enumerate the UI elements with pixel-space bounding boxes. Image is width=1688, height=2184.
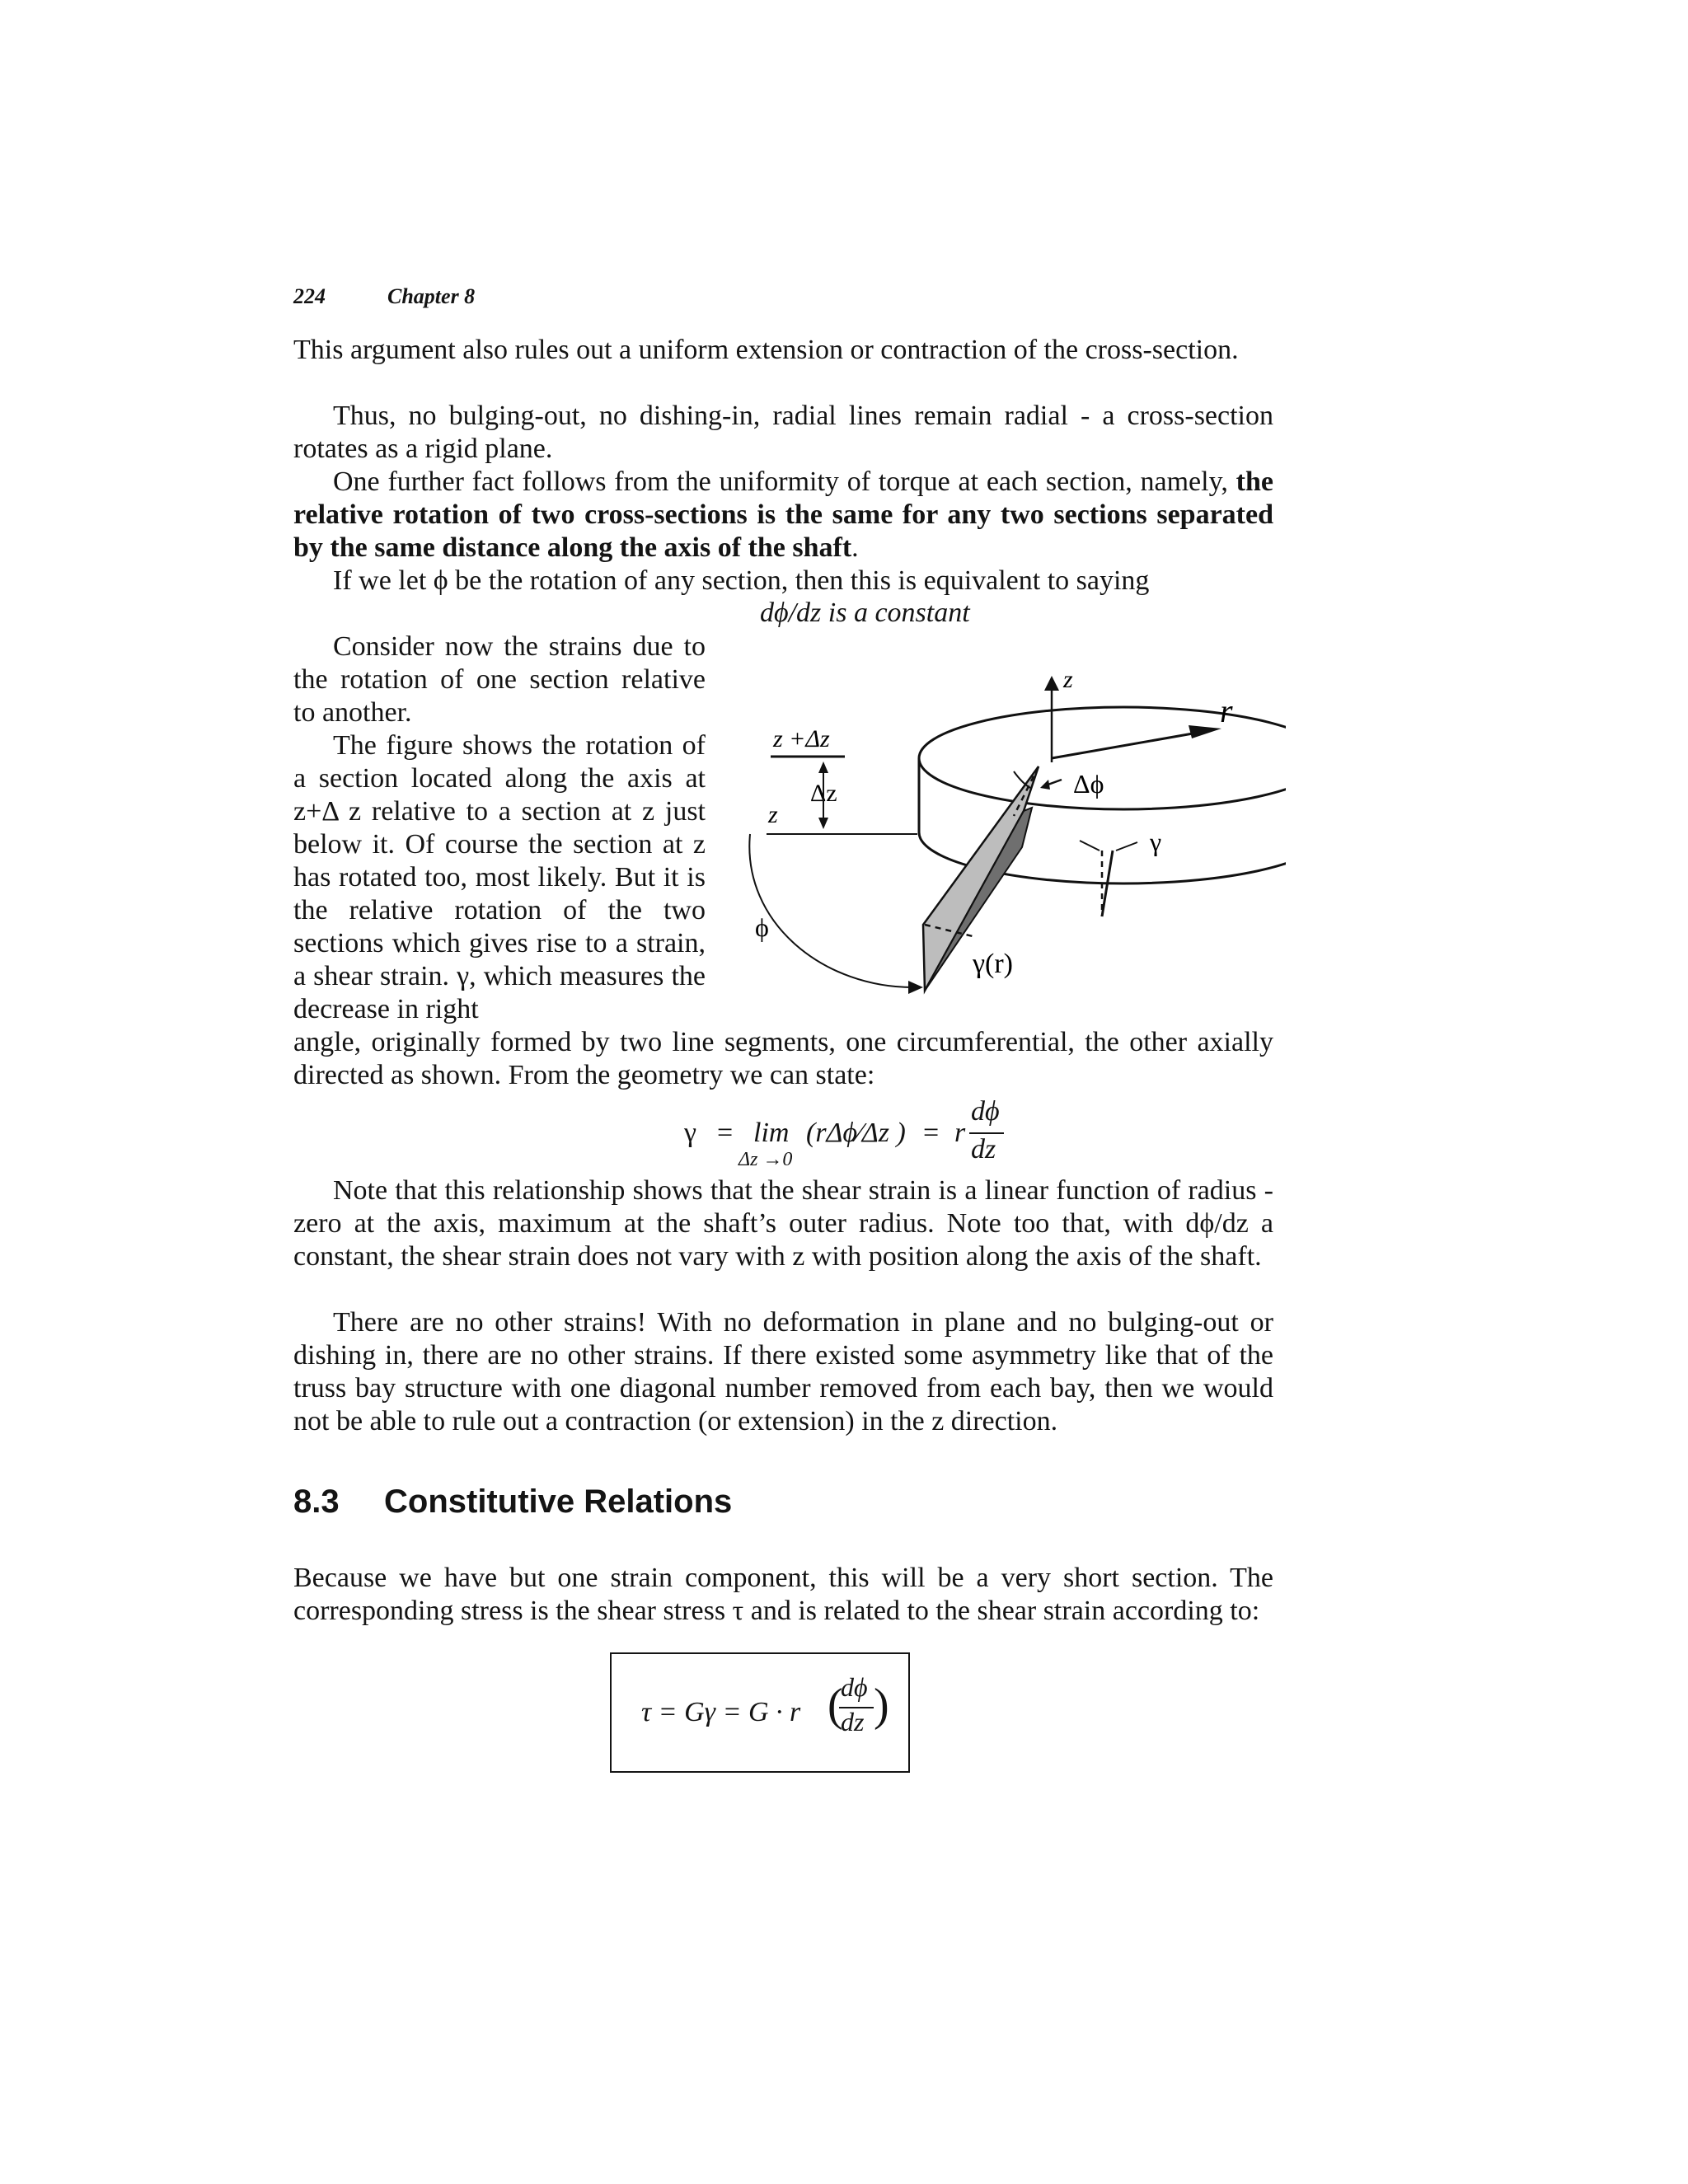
eq1-lim: lim bbox=[753, 1118, 790, 1148]
phi-arc-arrowhead bbox=[908, 981, 923, 994]
eq2-numerator: dϕ bbox=[841, 1672, 868, 1702]
eq2-denominator: dz bbox=[841, 1707, 865, 1736]
paragraph-4: If we let ϕ be the rotation of any section, then this is equivalent to saying bbox=[333, 565, 1150, 596]
delta-phi-label: Δϕ bbox=[1073, 769, 1104, 799]
eq1-numerator: dϕ bbox=[971, 1096, 1000, 1127]
z-level-label: z bbox=[768, 801, 778, 828]
paragraph-7: There are no other strains! With no deformation in plane and no bulging-out or dishing in, there are no other strains. If there existed some asymmetry like that of the truss bay structure with one diagonal number removed from each bay, then we would not be able to rule out a contraction (or extension) in the z direction. bbox=[293, 1307, 1273, 1436]
delta-z-up-arrow bbox=[818, 762, 828, 773]
paragraph-3-bold: the relative rotation of two cross-sections is the same for any two sections separated by the same distance along the axis of the shaft bbox=[293, 466, 1273, 563]
gamma-r-label: γ(r) bbox=[973, 949, 1013, 979]
eq1-equals-2: = bbox=[923, 1118, 940, 1148]
delta-z-label: Δz bbox=[810, 780, 837, 807]
eq2-expression: τ = Gγ = G · r bbox=[641, 1697, 801, 1727]
shaft-rotation-figure bbox=[725, 659, 1286, 1005]
paragraph-3 bbox=[293, 466, 1273, 565]
z-axis-arrowhead bbox=[1044, 676, 1059, 691]
eq1-ratio: (rΔϕ⁄Δz ) bbox=[806, 1118, 906, 1148]
chapter-label: Chapter 8 bbox=[387, 284, 476, 308]
section-heading bbox=[293, 1483, 732, 1521]
phi-rotation-arc bbox=[749, 834, 917, 987]
eq1-denominator: dz bbox=[971, 1134, 996, 1165]
eq2-left-paren: ( bbox=[828, 1680, 843, 1731]
constitutive-equation-box bbox=[610, 1652, 910, 1773]
paragraph-2: Thus, no bulging-out, no dishing-in, radial lines remain radial - a cross-section rotates as a rigid plane. bbox=[293, 401, 1273, 464]
radius-line bbox=[1052, 730, 1212, 758]
z-plus-dz-label: z +Δz bbox=[773, 725, 830, 752]
gamma-arc-arrow-2 bbox=[1116, 842, 1137, 851]
phi-label: ϕ bbox=[755, 912, 769, 942]
radius-arrowhead bbox=[1189, 725, 1221, 738]
paragraph-3-lead: One further fact follows from the uniformity of torque at each section, namely, bbox=[333, 466, 1228, 497]
radius-label: r bbox=[1220, 692, 1233, 729]
page-number: 224 bbox=[293, 284, 326, 308]
delta-phi-arrowhead bbox=[1040, 780, 1050, 790]
paragraph-3-end: . bbox=[851, 532, 859, 563]
eq1-lim-subscript: Δz →0 bbox=[738, 1149, 793, 1170]
z-axis-label: z bbox=[1063, 666, 1073, 693]
paragraph-1: This argument also rules out a uniform extension or contraction of the cross-section. bbox=[293, 335, 1239, 365]
gamma-arc-arrow bbox=[1080, 841, 1100, 851]
delta-z-down-arrow bbox=[818, 818, 828, 829]
eq1-gamma: γ bbox=[684, 1118, 697, 1148]
section-number: 8.3 bbox=[293, 1483, 340, 1520]
paragraph-6: Note that this relationship shows that the shear strain is a linear function of radius - zero at the axis, maximum at the shaft’s outer radius. Note too that, with dϕ/dz a constant, the shear strain does not vary with z with position along the axis of the shaft. bbox=[293, 1175, 1273, 1272]
equation-shear-strain bbox=[684, 1096, 1030, 1175]
eq1-r: r bbox=[954, 1118, 966, 1148]
eq2-right-paren: ) bbox=[874, 1680, 889, 1731]
paragraph-5c: angle, originally formed by two line segments, one circumferential, the other axially directed as shown. From the geometry we can state: bbox=[293, 1027, 1273, 1090]
section-title: Constitutive Relations bbox=[384, 1483, 733, 1520]
eq1-equals: = bbox=[717, 1118, 734, 1148]
gamma-label: γ bbox=[1150, 827, 1162, 856]
constant-statement: dϕ/dz is a constant bbox=[760, 598, 970, 628]
paragraph-5a: Consider now the strains due to the rotation of one section relative to another. bbox=[293, 631, 706, 728]
paragraph-8: Because we have but one strain component, this will be a very short section. The corresponding stress is the shear stress τ and is related to the shear strain according to: bbox=[293, 1563, 1273, 1626]
paragraph-5b: The figure shows the rotation of a section located along the axis at z+Δ z relative to a section at z just below it. Of course the section at z has rotated too, most likely. But it is the relative rotation of the two sections which gives rise to a strain, a shear strain. γ, which measures the decrease in right bbox=[293, 730, 706, 1024]
